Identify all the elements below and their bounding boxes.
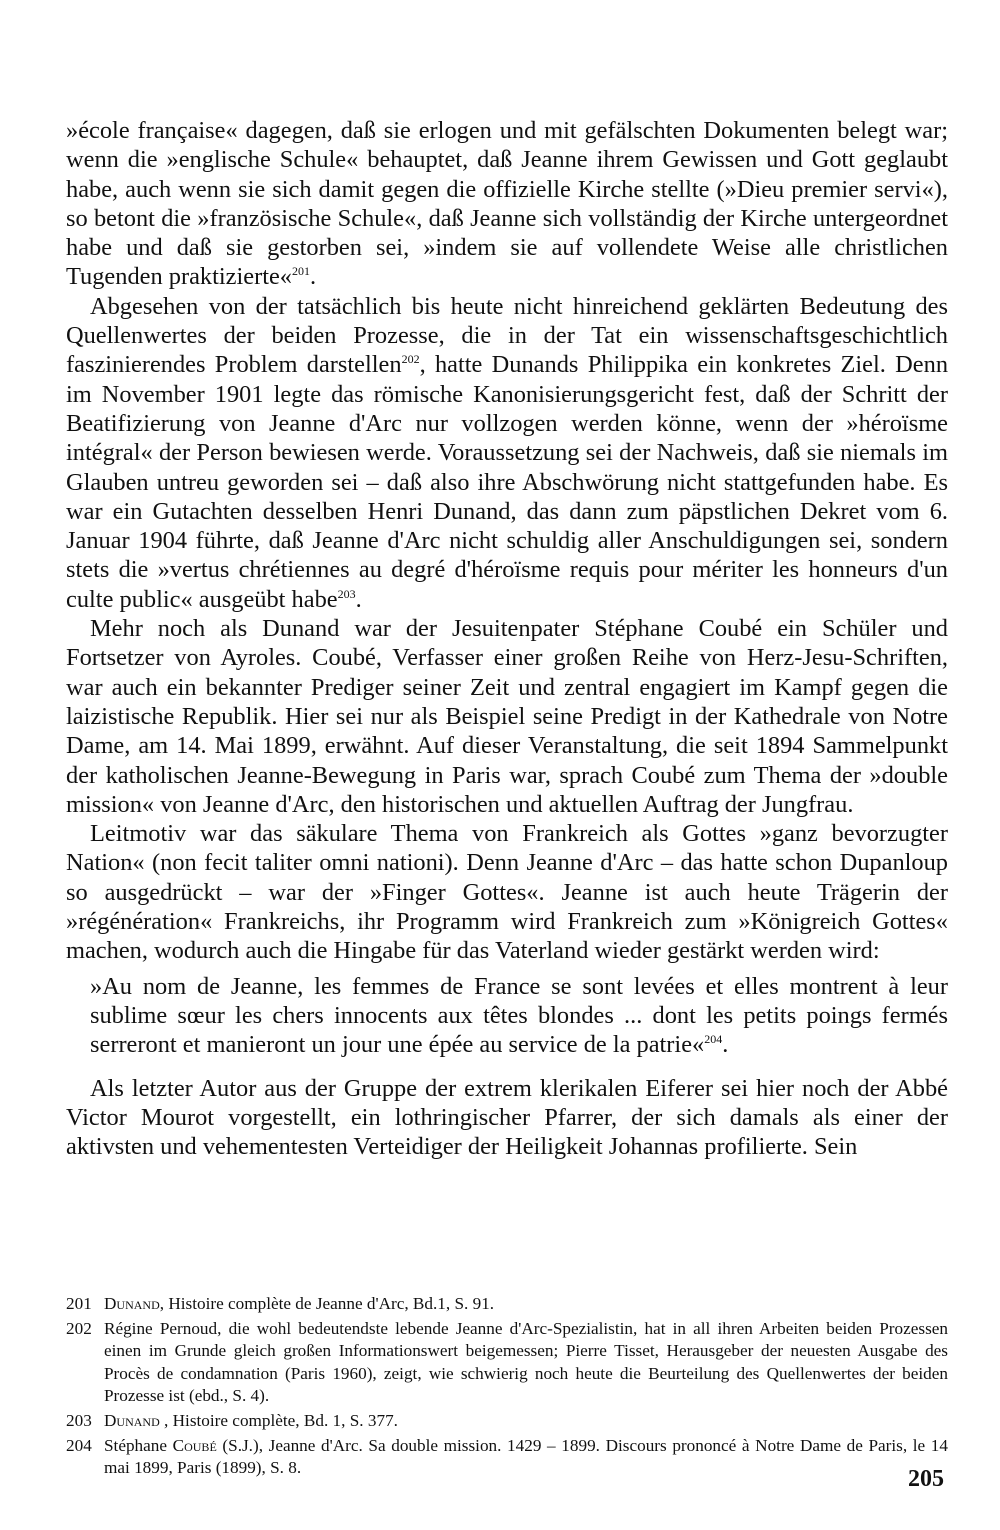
footnote-text: [104, 1293, 948, 1316]
footnote-ref-201[interactable]: 201: [292, 264, 311, 279]
paragraph-4: Leitmotiv war das säkulare Thema von Frankreich als Gottes »ganz bevorzugter Nation« (non fecit taliter omni nationi). Denn Jeanne d'Arc – das hatte schon Dupanloup so ausgedrückt – war der »Finger Gottes«. Jeanne ist auch heute Trägerin der »régénération« Frankreichs, ihr Programm wird Frankreich zum »Königreich Gottes« machen, wodurch auch die Hingabe für das Vaterland wieder gestärkt werden wird:: [66, 820, 948, 965]
footnote-201: [66, 1293, 948, 1316]
page-number: 205: [908, 1466, 944, 1492]
footnote-ref-202[interactable]: 202: [401, 352, 420, 367]
footnote-number: 203: [66, 1410, 92, 1430]
block-quote-tail: .: [722, 1031, 729, 1059]
paragraph-3: Mehr noch als Dunand war der Jesuitenpater Stéphane Coubé ein Schüler und Fortsetzer von Ayroles. Coubé, Verfasser einer großen Reihe von Herz-Jesu-Schriften, war auch ein bekannter Prediger seiner Zeit und zentral engagiert im Kampf gegen die laizistische Republik. Hier sei nur als Beispiel seine Predigt in der Kathedrale von Notre Dame, am 14. Mai 1899, erwähnt. Auf dieser Veranstaltung, die seit 1894 Sammelpunkt der katholischen Jeanne-Bewegung in Paris war, sprach Coubé zum Thema der »double mission« von Jeanne d'Arc, den historischen und aktuellen Auftrag der Jungfrau.: [66, 615, 948, 818]
footnote-author-prefix: Stéphane: [104, 1435, 173, 1455]
footnote-text: [104, 1410, 948, 1433]
footnote-body: (S.J.), Jeanne d'Arc. Sa double mission. 1429 – 1899. Discours prononcé à Notre Dame de Paris, le 14 mai 1899, Paris (1899), S. 8.: [104, 1435, 948, 1478]
footnote-text: Régine Pernoud, die wohl bedeutendste lebende Jeanne d'Arc-Spezialistin, hat in all ihren Arbeiten beiden Prozessen einen im Grunde gleich großen Informationswert beigemessen; Pierre Tisset, Herausgeber der neuesten Ausgabe des Procès de condamnation (Paris 1960), zeigt, wie schwierig noch heute die Beurteilung des Quellenwertes der beiden Prozesse ist (ebd., S. 4).: [104, 1318, 948, 1406]
footnote-body: , Histoire complète, Bd. 1, S. 377.: [159, 1410, 398, 1430]
paragraph-2-tail: , hatte Dunands Philippika ein konkretes Ziel. Denn im November 1901 legte das römische Kanonisierungsgericht fest, daß der Schritt der Beatifizierung von Jeanne d'Arc nur vollzogen werden könne, wenn der »héroïsme intégral« der Person bewiesen werde. Voraussetzung sei der Nachweis, daß sie niemals im Glauben untreu geworden sei – daß also ihre Abschwörung nicht stattgefunden habe. Es war ein Gutachten desselben Henri Dunand, das dann zum päpstlichen Dekret vom 6. Januar 1904 führte, daß Jeanne d'Arc nicht schuldig aller Anschuldigungen sei, sondern stets die »vertus chrétiennes au degré d'héroïsme requis pour mériter les honneurs d'un culte public« ausgeübt habe: [66, 351, 949, 613]
footnote-number: 204: [66, 1435, 92, 1455]
footnote-author: Coubé: [172, 1435, 217, 1455]
footnote-202: [66, 1318, 948, 1408]
paragraph-2-end: .: [355, 585, 362, 613]
block-quote-text: »Au nom de Jeanne, les femmes de France se sont levées et elles montrent à leur sublime sœur les chers innocents aux têtes blondes ... dont les petits poings fermés serreront et manieront un jour une épée au service de la patrie«: [90, 972, 948, 1059]
footnote-number: 202: [66, 1318, 92, 1338]
footnote-author: Dunand: [104, 1294, 160, 1313]
footnote-author: Dunand: [104, 1410, 160, 1430]
footnote-text: [104, 1435, 948, 1480]
paragraph-1-tail: .: [310, 263, 317, 291]
footnote-204: [66, 1435, 948, 1480]
footnote-number: 201: [66, 1294, 92, 1313]
paragraph-5: Als letzter Autor aus der Gruppe der extrem klerikalen Eiferer sei hier noch der Abbé Victor Mourot vorgestellt, ein lothringischer Pfarrer, der sich damals als einer der aktivsten und vehementesten Verteidiger der Heiligkeit Johannas profilierte. Sein: [66, 1074, 948, 1161]
footnote-body: , Histoire complète de Jeanne d'Arc, Bd.1, S. 91.: [159, 1294, 495, 1313]
footnote-ref-203[interactable]: 203: [337, 586, 356, 601]
paragraph-2-text: Abgesehen von der tatsächlich bis heute nicht hinreichend geklärten Bedeutung des Quellenwertes der beiden Prozesse, die in der Tat ein wissenschaftsgeschichtlich faszinierendes Problem darstellen: [66, 292, 948, 379]
paragraph-1-text: »école française« dagegen, daß sie erlogen und mit gefälschten Dokumenten belegt war; wenn die »englische Schule« behauptet, daß Jeanne ihrem Gewissen und Gott geglaubt habe, auch wenn sie sich damit gegen die offizielle Kirche stellte (»Dieu premier servi«), so betont die »französische Schule«, daß Jeanne sich vollständig der Kirche untergeordnet habe und daß sie gestorben sei, »indem sie auf vollendete Weise alle christlichen Tugenden praktizierte«: [66, 117, 948, 291]
footnote-203: [66, 1410, 948, 1433]
block-quote: [90, 972, 948, 1060]
paragraph-2: [66, 292, 948, 614]
paragraph-1: [66, 116, 948, 292]
page-body: [66, 116, 948, 1161]
footnotes: [66, 1293, 948, 1482]
footnote-ref-204[interactable]: 204: [704, 1032, 723, 1047]
